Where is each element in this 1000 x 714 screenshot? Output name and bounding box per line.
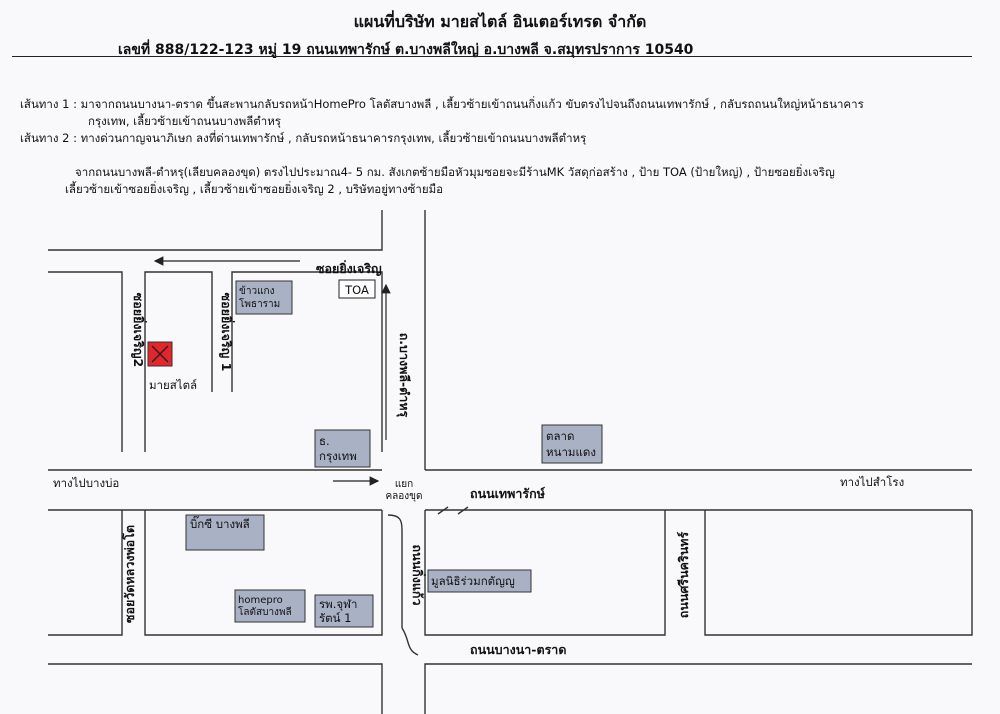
label-mystyle: มายสไตล์ — [149, 378, 198, 392]
label-khao-kaeng-2: โพธาราม — [239, 299, 281, 310]
label-foundation: มูลนิธิร่วมกตัญญู — [431, 574, 515, 588]
directions-note-line-2: เลี้ยวซ้ายเข้าซอยยิ่งเจริญ , เลี้ยวซ้ายเข้าซอยยิ่งเจริญ 2 , บริษัทอยู่ทางซ้ายมือ — [65, 182, 444, 196]
label-soi-ying-charoen-2: ซอยยิ่งเจริญ2 — [131, 292, 146, 368]
soi-ying-charoen-north-edge — [48, 210, 382, 250]
route-1-line-2: กรุงเทพ, เลี้ยวซ้ายเข้าถนนบางพลีตำหรุ — [88, 114, 281, 128]
label-homepro-2: โลตัสบางพลี — [238, 607, 292, 618]
label-toa: TOA — [345, 283, 369, 297]
block-sw-1-edge — [48, 510, 122, 635]
label-bang-phli-tamru: ถ.บางพลี-ตำหรุ — [397, 332, 412, 418]
label-thepharak-road: ถนนเทพารักษ์ — [470, 486, 545, 501]
label-bangkok-bank-2: กรุงเทพ — [319, 449, 357, 463]
landmark-boxes — [186, 281, 602, 627]
directions-note-line-1: จากถนนบางพลี-ตำหรุ(เลียบคลองขุด) ตรงไปประมาณ4- 5 กม. สังเกตซ้ายมือหัวมุมซอยจะมีร้านMK วัสดุก่อสร้าง , ป้าย TOA (ป้ายใหญ่) , ป้ายซอยยิ่งเจริญ — [75, 165, 835, 179]
road-network — [48, 210, 972, 714]
route-2-line-1: เส้นทาง 2 : ทางด่วนกาญจนาภิเษก ลงที่ด่านเทพารักษ์ , กลับรถหน้าธนาคารกรุงเทพ, เลี้ยวซ้ายเข้าถนนบางพลีตำหรุ — [20, 131, 587, 145]
page-title: แผนที่บริษัท มายสไตล์ อินเตอร์เทรด จำกัด — [353, 12, 647, 31]
label-junction-line-1: แยก — [394, 479, 414, 490]
label-hospital-2: รัตน์ 1 — [319, 611, 352, 625]
label-to-samrong: ทางไปสำโรง — [840, 475, 905, 489]
king-kaew-ramp-north — [388, 515, 402, 628]
label-khao-kaeng-1: ข้าวแกง — [239, 286, 275, 297]
route-1-line-1: เส้นทาง 1 : มาจากถนนบางนา-ตราด ขึ้นสะพานกลับรถหน้าHomePro โลตัสบางพลี , เลี้ยวซ้ายเข้าถนนกิ่งแก้ว ขับตรงไปจนถึงถนนเทพารักษ์ , กลับรถถนนใหญ่หน้าธนาคาร — [20, 97, 864, 111]
label-to-bang-bo: ทางไปบางบ่อ — [53, 476, 120, 490]
label-bangna-trat-road: ถนนบางนา-ตราด — [470, 642, 567, 657]
label-soi-ying-charoen: ซอยยิ่งเจริญ — [316, 261, 382, 276]
label-hospital-1: รพ.จุฬา — [319, 597, 358, 611]
label-big-c: บิ๊กซี บางพลี — [190, 517, 250, 531]
label-soi-ying-charoen-1: ซอยยิ่งเจริญ 1 — [219, 292, 234, 372]
label-junction-line-2: คลองขุด — [385, 491, 423, 502]
label-market-2: หนามแดง — [546, 445, 596, 459]
label-bangkok-bank-1: ธ. — [319, 434, 330, 448]
label-homepro-1: homepro — [238, 595, 283, 606]
company-address: เลขที่ 888/122-123 หมู่ 19 ถนนเทพารักษ์ ต.บางพลีใหญ่ อ.บางพลี จ.สมุทรปราการ 10540 — [118, 42, 694, 58]
bangna-trat-east-edge — [425, 664, 972, 714]
soi-ying-charoen-2-west-edge — [48, 272, 122, 452]
label-srinakarin-road: ถนนศรีนครินทร์ — [676, 531, 691, 619]
mystyle-marker — [148, 342, 172, 366]
bangna-trat-west-edge — [48, 664, 382, 714]
king-kaew-ramp-south — [402, 628, 418, 655]
label-king-kaew-road: ถนนกิ่งแก้ว — [410, 544, 425, 606]
block-se-2-edge — [705, 510, 972, 635]
label-market-1: ตลาด — [546, 429, 575, 443]
label-soi-wat-luang-pho-to: ซอยวัดหลวงพ่อโต — [122, 524, 137, 624]
